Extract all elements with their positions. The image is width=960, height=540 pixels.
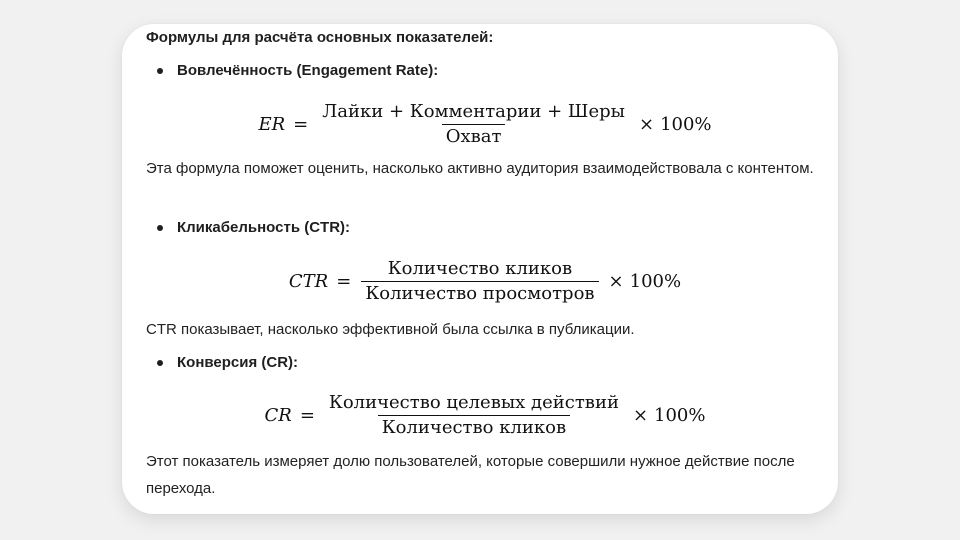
bullet-dot-icon <box>157 68 163 74</box>
formula-factor: 100% <box>660 114 712 135</box>
formula-fraction <box>325 393 623 438</box>
formula-lhs: ER <box>258 114 286 135</box>
formula-factor: 100% <box>629 271 682 292</box>
formula-equals: = <box>336 271 352 292</box>
formula-times: × <box>638 114 655 135</box>
formula-lhs: CTR <box>288 271 329 292</box>
bullet-conversion <box>146 354 298 371</box>
description-conversion: Этот показатель измеряет долю пользователей, которые совершили нужное действие после перехода. <box>146 453 795 497</box>
formula-equals: = <box>293 114 309 135</box>
formula-denominator: Количество кликов <box>378 415 570 438</box>
formula-lhs: CR <box>264 405 292 426</box>
section-heading: Формулы для расчёта основных показателей: <box>146 29 494 46</box>
formula-denominator: Охват <box>442 124 506 147</box>
description-ctr: CTR показывает, насколько эффективной была ссылка в публикации. <box>146 321 635 338</box>
formula-fraction <box>318 102 629 147</box>
formula-ctr <box>146 259 824 304</box>
formula-numerator: Количество целевых действий <box>328 392 619 413</box>
bullet-label: Конверсия (CR): <box>177 354 299 371</box>
formula-times: × <box>632 405 649 426</box>
formula-numerator: Количество кликов <box>387 258 573 279</box>
formula-times: × <box>608 271 624 292</box>
bullet-dot-icon <box>157 360 163 366</box>
formula-denominator: Количество просмотров <box>361 281 598 304</box>
message-card <box>122 24 838 514</box>
formula-fraction <box>361 259 598 304</box>
formula-equals: = <box>299 405 315 426</box>
bullet-label: Вовлечённость (Engagement Rate): <box>177 62 439 79</box>
bullet-dot-icon <box>157 225 163 231</box>
description-engagement-rate: Эта формула поможет оценить, насколько активно аудитория взаимодействовала с контентом. <box>146 160 814 177</box>
formula-numerator: Лайки + Комментарии + Шеры <box>322 101 625 122</box>
bullet-ctr <box>146 219 350 236</box>
formula-er <box>146 102 824 147</box>
formula-cr <box>146 393 824 438</box>
bullet-engagement-rate <box>146 62 438 79</box>
formula-factor: 100% <box>654 405 706 426</box>
bullet-label: Кликабельность (CTR): <box>177 219 351 236</box>
